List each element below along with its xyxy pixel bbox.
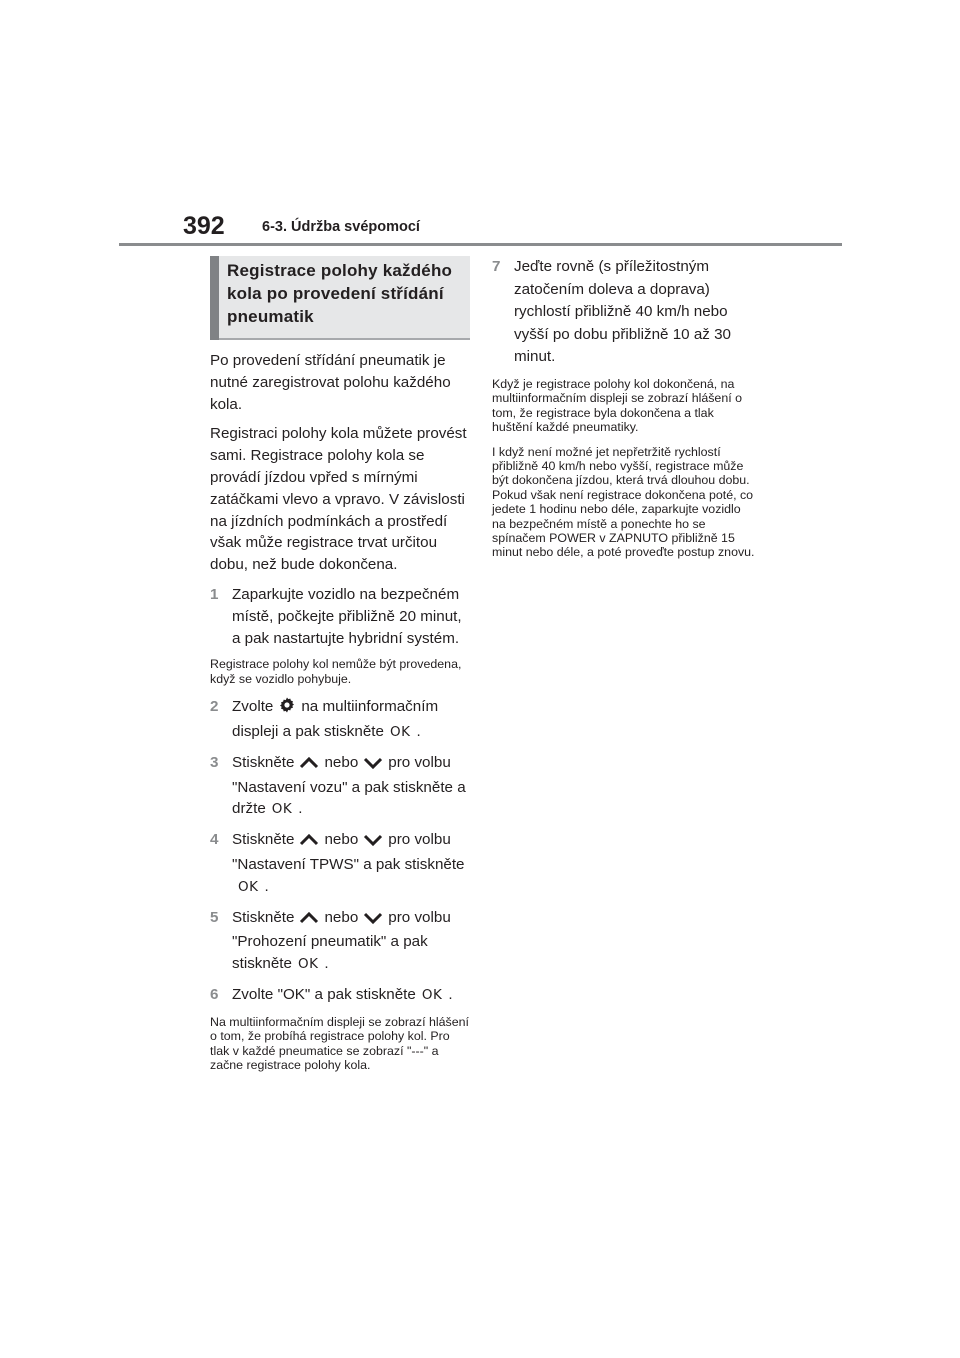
step-text [232,907,470,976]
intro-paragraph-1: Po provedení střídání pneumatik je nutné zaregistrovat polohu každého kola. [210,352,451,413]
step-text-part: . [416,722,421,740]
chevron-up-icon [299,832,319,854]
ok-button-symbol: OK [297,956,319,973]
note-4: I když není možné jet nepřetržitě rychlostí přibližně 40 km/h nebo vyšší, registrace může být dokončena jízdou, která trvá dlouhou dobu. Pokud však není registrace dokončena poté, co jedete 1 hodinu nebo déle, zaparkujte vozidlo na bezpečném místě a ponechte ho se spínačem POWER v ZAPNUTO přibližně 15 minut nebo déle, a poté proveďte postup znovu. [492,444,755,560]
step-5 [210,907,470,976]
section-title: Registrace polohy každého kola po provedení střídání pneumatik [227,261,453,326]
step-text-part: pro volbu "Prohození pneumatik" a pak stiskněte [232,908,451,973]
step-number: 3 [210,753,219,771]
gear-icon [278,696,296,721]
step-number: 6 [210,985,219,1003]
step-text-part: pro volbu "Nastavení TPWS" a pak stiskněte [232,831,465,873]
chapter-title: 6-3. Údržba svépomocí [262,219,420,235]
chevron-down-icon [363,832,383,854]
right-column [492,256,757,570]
step-text-part: Zvolte "OK" a pak stiskněte [232,985,416,1003]
step-text-part: nebo [324,831,359,849]
step-text-part: Stiskněte [232,908,295,926]
step-text-part: pro volbu "Nastavení vozu" a pak stiskněte a držte [232,753,466,818]
step-text-part: Stiskněte [232,753,295,771]
left-column [210,256,470,1082]
step-2 [210,696,470,744]
note-2: Na multiinformačním displeji se zobrazí hlášení o tom, že probíhá registrace polohy kol. Pro tlak v každé pneumatice se zobrazí "---" a začne registrace polohy kola. [210,1014,469,1072]
ok-button-symbol: OK [271,801,293,818]
step-3 [210,752,470,821]
step-number: 4 [210,831,219,849]
chevron-up-icon [299,755,319,777]
step-text-part: nebo [324,908,359,926]
step-text-part: . [264,877,269,895]
step-text-part: na multiinformačním displeji a pak stiskněte [232,698,439,740]
note-1: Registrace polohy kol nemůže být provedena, když se vozidlo pohybuje. [210,657,462,686]
page-number: 392 [183,212,225,240]
step-6 [210,984,470,1007]
step-text-part: . [448,985,453,1003]
chevron-down-icon [363,910,383,932]
header-divider [119,243,842,246]
step-text-part: . [298,800,303,818]
step-number: 5 [210,908,219,926]
step-text [232,752,470,821]
note-3: Když je registrace polohy kol dokončená, na multiinformačním displeji se zobrazí hlášení o tom, že registrace byla dokončena a tlak huštění každé pneumatiky. [492,376,742,435]
step-text-part: . [324,955,329,973]
step-text-part: nebo [324,753,359,771]
step-1 [210,584,470,649]
step-text-part: Stiskněte [232,831,295,849]
step-number: 2 [210,698,219,716]
intro-paragraph-2: Registraci polohy kola můžete provést sami. Registrace polohy kola se provádí jízdou vpřed s mírnými zatáčkami vlevo a vpravo. V závislosti na jízdních podmínkách a prostředí však může registrace trvat určitou dobu, než bude dokončena. [210,425,467,574]
section-heading-box [210,256,470,340]
step-7 [492,256,757,369]
ok-button-symbol: OK [421,986,443,1003]
chevron-down-icon [363,755,383,777]
step-text-part: Zvolte [232,698,274,716]
step-text [232,696,470,744]
step-text [232,984,470,1007]
step-text: Jeďte rovně (s příležitostným zatočením doleva a doprava) rychlostí přibližně 40 km/h nebo vyšší po dobu přibližně 10 až 30 minut. [514,258,731,366]
step-text [232,829,470,898]
step-number: 7 [492,258,501,275]
chevron-up-icon [299,910,319,932]
ok-button-symbol: OK [389,723,411,740]
step-4 [210,829,470,898]
step-text: Zaparkujte vozidlo na bezpečném místě, počkejte přibližně 20 minut, a pak nastartujte hybridní systém. [232,585,462,647]
ok-button-symbol: OK [238,878,259,895]
step-number: 1 [210,585,219,603]
section-heading-bar [210,256,219,340]
